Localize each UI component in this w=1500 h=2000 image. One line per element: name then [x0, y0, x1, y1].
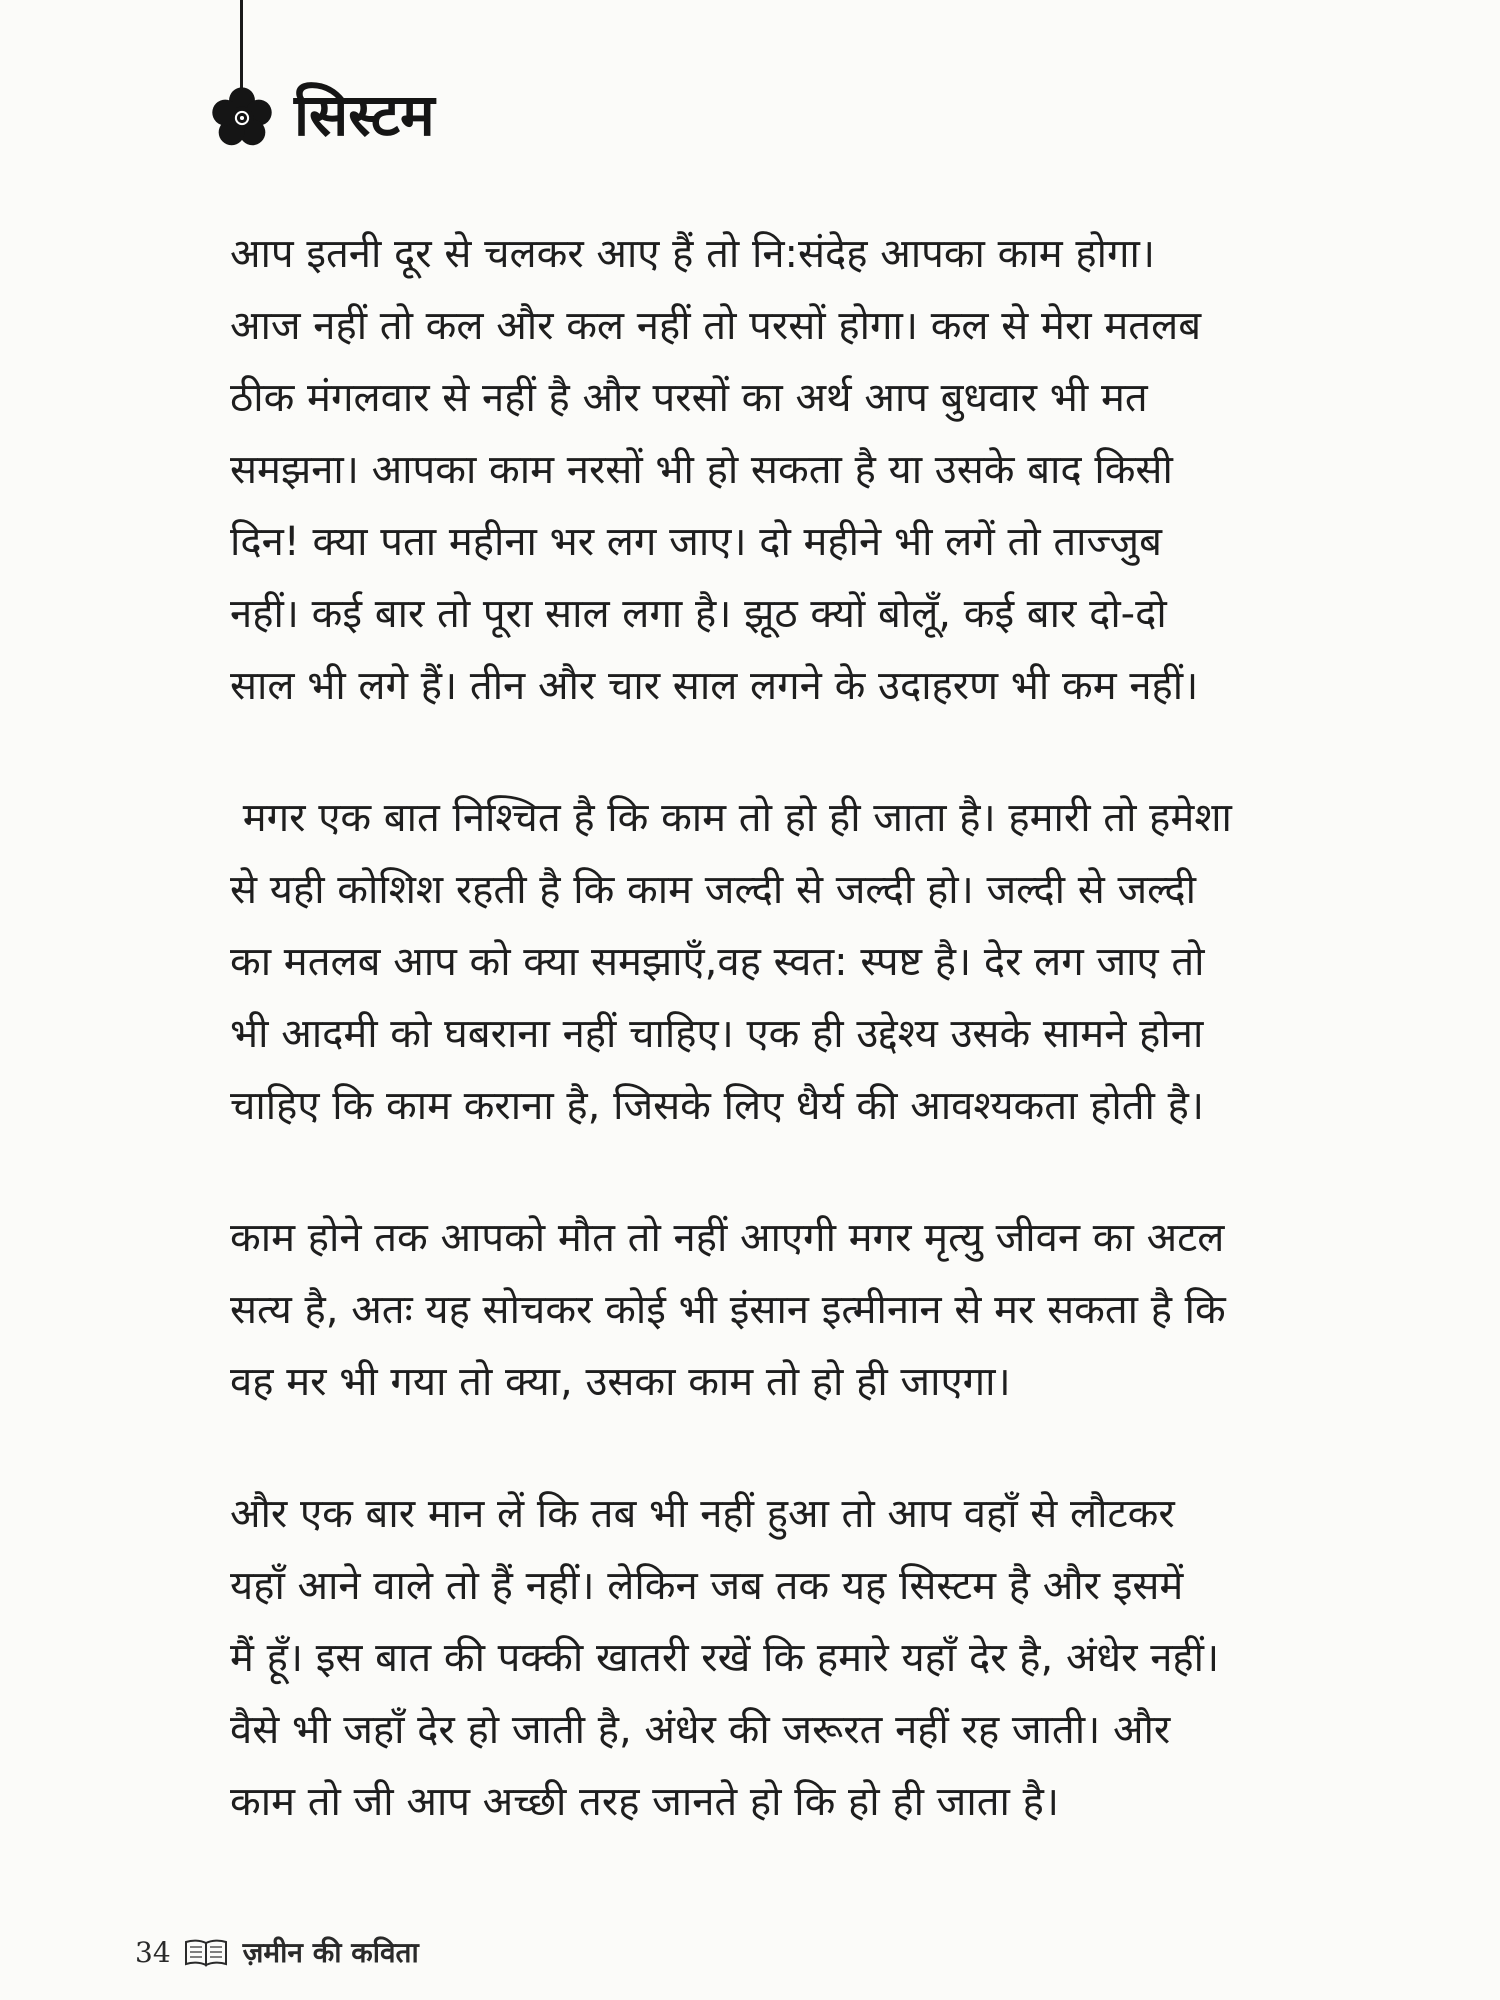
text-line: यहाँ आने वाले तो हैं नहीं। लेकिन जब तक यह सिस्टम है और इसमें [230, 1563, 1184, 1609]
text-line: वैसे भी जहाँ देर हो जाती है, अंधेर की जरूरत नहीं रह जाती। और [230, 1707, 1171, 1753]
hanging-line [240, 0, 243, 88]
body-text [230, 218, 1350, 1898]
book-icon [183, 1937, 229, 1967]
text-line: मगर एक बात निश्चित है कि काम तो हो ही जाता है। हमारी तो हमेशा [230, 795, 1232, 841]
text-line: मैं हूँ। इस बात की पक्की खातरी रखें कि हमारे यहाँ देर है, अंधेर नहीं। [230, 1635, 1220, 1681]
text-line: सत्य है, अतः यह सोचकर कोई भी इंसान इत्मीनान से मर सकता है कि [230, 1287, 1226, 1333]
page-title: सिस्टम [294, 81, 435, 149]
text-line: दिन! क्या पता महीना भर लग जाए। दो महीने भी लगें तो ताज्जुब [230, 519, 1162, 565]
text-line: ठीक मंगलवार से नहीं है और परसों का अर्थ आप बुधवार भी मत [230, 375, 1148, 421]
text-line: साल भी लगे हैं। तीन और चार साल लगने के उदाहरण भी कम नहीं। [230, 663, 1199, 709]
text-line: भी आदमी को घबराना नहीं चाहिए। एक ही उद्देश्य उसके सामने होना [230, 1011, 1204, 1057]
text-line: से यही कोशिश रहती है कि काम जल्दी से जल्दी हो। जल्दी से जल्दी [230, 867, 1196, 913]
text-line: का मतलब आप को क्या समझाएँ,वह स्वत: स्पष्ट है। देर लग जाए तो [230, 939, 1205, 985]
text-line: नहीं। कई बार तो पूरा साल लगा है। झूठ क्यों बोलूँ, कई बार दो-दो [230, 591, 1167, 637]
paragraph [230, 218, 1350, 722]
paragraph [230, 782, 1350, 1142]
book-title: ज़मीन की कविता [242, 1936, 419, 1969]
page-footer [135, 1930, 419, 1974]
text-line: आप इतनी दूर से चलकर आए हैं तो नि:संदेह आपका काम होगा। [230, 231, 1155, 277]
text-line: आज नहीं तो कल और कल नहीं तो परसों होगा। कल से मेरा मतलब [230, 303, 1202, 349]
text-line: काम तो जी आप अच्छी तरह जानते हो कि हो ही जाता है। [230, 1779, 1059, 1825]
text-line: और एक बार मान लें कि तब भी नहीं हुआ तो आप वहाँ से लौटकर [230, 1491, 1175, 1537]
flower-icon [208, 84, 276, 152]
text-line: समझना। आपका काम नरसों भी हो सकता है या उसके बाद किसी [230, 447, 1173, 493]
text-line: काम होने तक आपको मौत तो नहीं आएगी मगर मृत्यु जीवन का अटल [230, 1215, 1225, 1261]
text-line: वह मर भी गया तो क्या, उसका काम तो हो ही जाएगा। [230, 1359, 1011, 1405]
page-number: 34 [135, 1935, 171, 1969]
text-line: चाहिए कि काम कराना है, जिसके लिए धैर्य की आवश्यकता होती है। [230, 1083, 1205, 1129]
paragraph [230, 1478, 1350, 1838]
paragraph [230, 1202, 1350, 1418]
